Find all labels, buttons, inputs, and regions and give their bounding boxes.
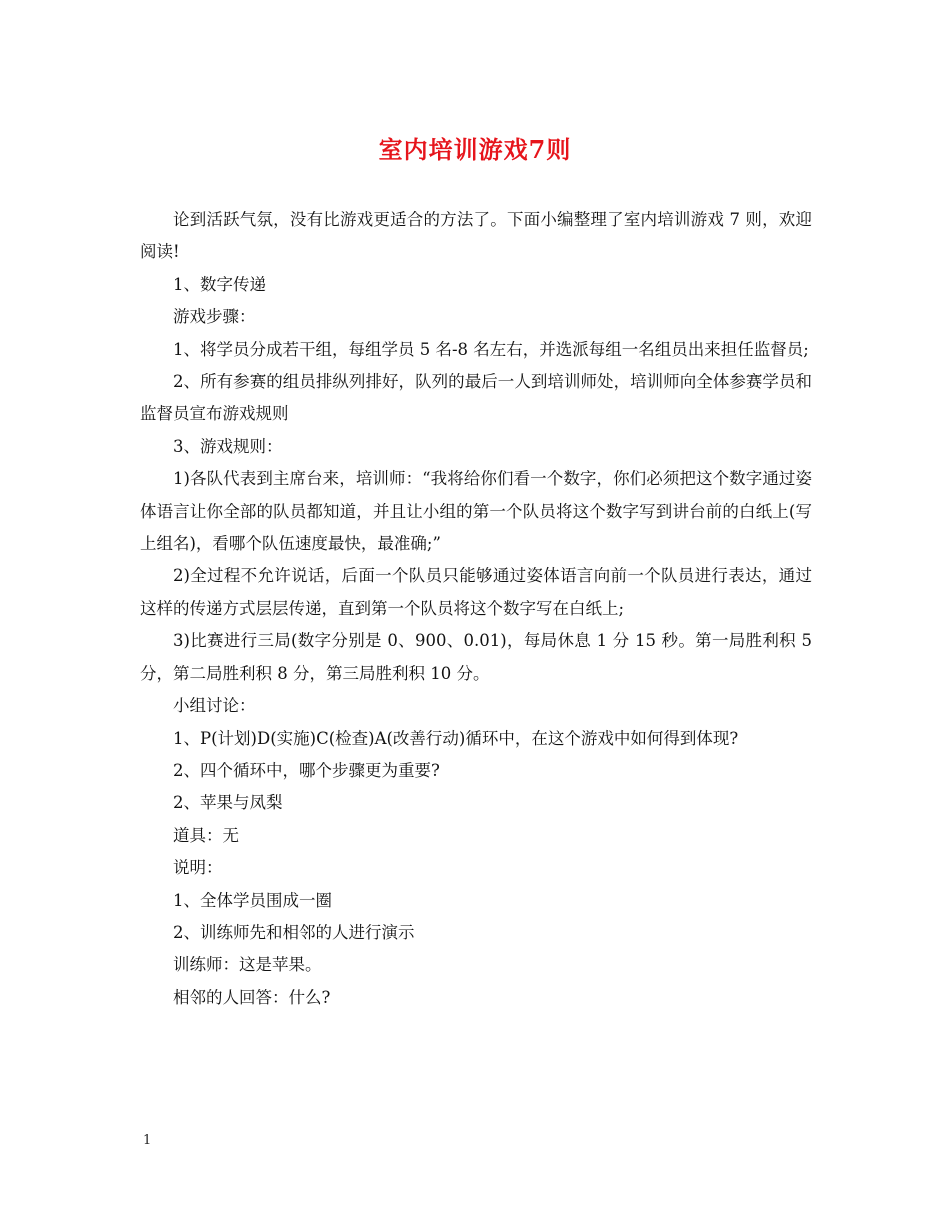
paragraph-instructions-label: 说明： [173,858,223,878]
document-title: 室内培训游戏7则 [378,135,572,164]
paragraph-dialogue-trainer: 训练师：这是苹果。 [173,955,322,975]
paragraph-game-steps-label: 游戏步骤： [173,307,256,327]
document-body [140,204,812,1014]
paragraph-dialogue-neighbor: 相邻的人回答：什么? [173,987,331,1007]
section-heading-number-relay: 1、数字传递 [173,274,266,294]
paragraph-step-3: 3、游戏规则： [173,436,283,456]
paragraph-rule-3: 3)比赛进行三局(数字分别是 0、900、0.01)，每局休息 1 分 15 秒。第一局胜利积 5 分，第二局胜利积 8 分，第三局胜利积 10 分。 [140,631,812,683]
paragraph-instruction-1: 1、全体学员围成一圈 [173,890,332,910]
paragraph-rule-1: 1)各队代表到主席台来，培训师：“我将给你们看一个数字，你们必须把这个数字通过姿体语言让你全部的队员都知道，并且让小组的第一个队员将这个数字写到讲台前的白纸上(写上组名)，看哪个队伍速度最快，最准确;” [140,469,812,554]
paragraph-instruction-2: 2、训练师先和相邻的人进行演示 [173,922,415,942]
paragraph-step-2: 2、所有参赛的组员排纵列排好，队列的最后一人到培训师处，培训师向全体参赛学员和监督员宣布游戏规则 [140,372,812,424]
paragraph-discussion-2: 2、四个循环中，哪个步骤更为重要? [173,760,440,780]
section-heading-apple-pineapple: 2、苹果与凤梨 [173,793,283,813]
paragraph-discussion-label: 小组讨论： [173,696,256,716]
paragraph-props: 道具：无 [173,825,239,845]
paragraph-discussion-1: 1、P(计划)D(实施)C(检查)A(改善行动)循环中，在这个游戏中如何得到体现? [173,728,739,748]
paragraph-step-1: 1、将学员分成若干组，每组学员 5 名-8 名左右，并选派每组一名组员出来担任监督员; [173,339,809,359]
page-number: 1 [143,1133,152,1148]
paragraph-rule-2: 2)全过程不允许说话，后面一个队员只能够通过姿体语言向前一个队员进行表达，通过这样的传递方式层层传递，直到第一个队员将这个数字写在白纸上; [140,566,812,618]
paragraph-intro: 论到活跃气氛，没有比游戏更适合的方法了。下面小编整理了室内培训游戏 7 则，欢迎阅读! [140,210,812,262]
